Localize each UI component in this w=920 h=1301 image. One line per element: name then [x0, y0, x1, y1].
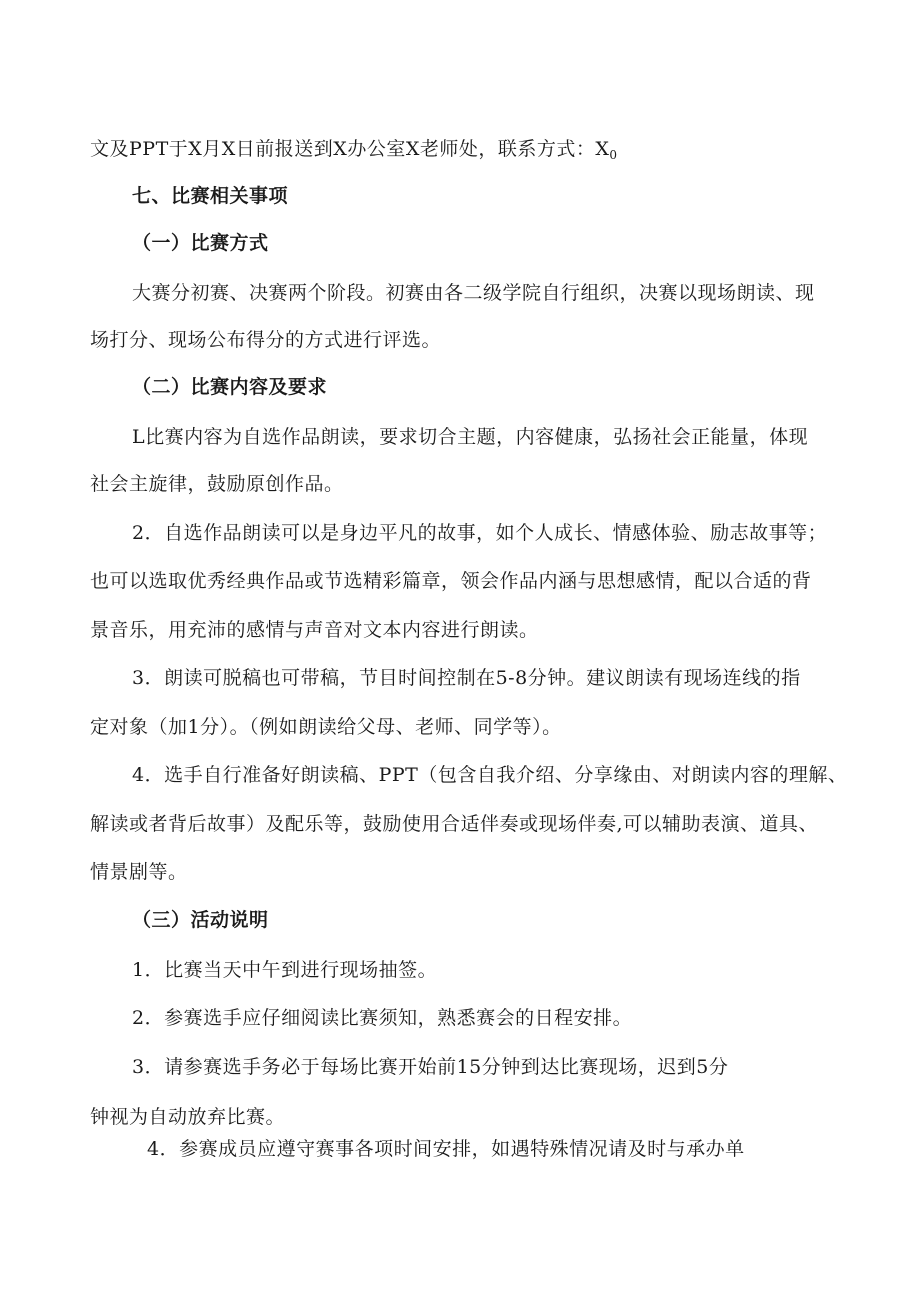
item-2-3-line: 定对象（加1分）。（例如朗读给父母、老师、同学等）。: [90, 716, 562, 738]
item-2-2-line: 也可以选取优秀经典作品或节选精彩篇章，领会作品内涵与思想感情，配以合适的背: [90, 570, 812, 592]
item-2-1-line: L比赛内容为自选作品朗读，要求切合主题，内容健康，弘扬社会正能量，体现: [132, 426, 809, 448]
intro-line: [90, 136, 618, 168]
item-3-4-line: 4．参赛成员应遵守赛事各项时间安排，如遇特殊情况请及时与承办单: [147, 1138, 745, 1160]
subsection-2-heading: （二）比赛内容及要求: [132, 376, 328, 398]
intro-subscript: 0: [609, 148, 618, 162]
item-2-4-line: 情景剧等。: [90, 861, 188, 883]
item-3-1: 1．比赛当天中午到进行现场抽签。: [132, 959, 438, 981]
item-2-2-line: 2．自选作品朗读可以是身边平凡的故事，如个人成长、情感体验、励志故事等；: [132, 522, 828, 544]
item-3-2: 2．参赛选手应仔细阅读比赛须知，熟悉赛会的日程安排。: [132, 1007, 633, 1029]
section-7-heading: 七、比赛相关事项: [132, 185, 289, 207]
item-2-4-line: 解读或者背后故事）及配乐等，鼓励使用合适伴奏或现场伴奏,可以辅助表演、道具、: [90, 813, 819, 835]
subsection-1-paragraph-line: 场打分、现场公布得分的方式进行评选。: [90, 329, 442, 351]
subsection-1-paragraph-line: 大赛分初赛、决赛两个阶段。初赛由各二级学院自行组织，决赛以现场朗读、现: [132, 282, 815, 304]
item-2-2-line: 景音乐，用充沛的感情与声音对文本内容进行朗读。: [90, 619, 539, 641]
item-3-3-line: 3．请参赛选手务必于每场比赛开始前15分钟到达比赛现场，迟到5分: [132, 1056, 729, 1078]
item-2-4-line: 4．选手自行准备好朗读稿、PPT（包含自我介绍、分享缘由、对朗读内容的理解、: [132, 764, 848, 786]
subsection-1-heading: （一）比赛方式: [132, 232, 269, 254]
subsection-3-heading: （三）活动说明: [132, 909, 269, 931]
item-3-3-line: 钟视为自动放弃比赛。: [90, 1106, 286, 1128]
item-2-3-line: 3．朗读可脱稿也可带稿，节目时间控制在5-8分钟。建议朗读有现场连线的指: [132, 667, 801, 689]
item-2-1-line: 社会主旋律，鼓励原创作品。: [90, 473, 344, 495]
intro-text: 文及PPT于X月X日前报送到X办公室X老师处，联系方式：X: [90, 138, 610, 160]
